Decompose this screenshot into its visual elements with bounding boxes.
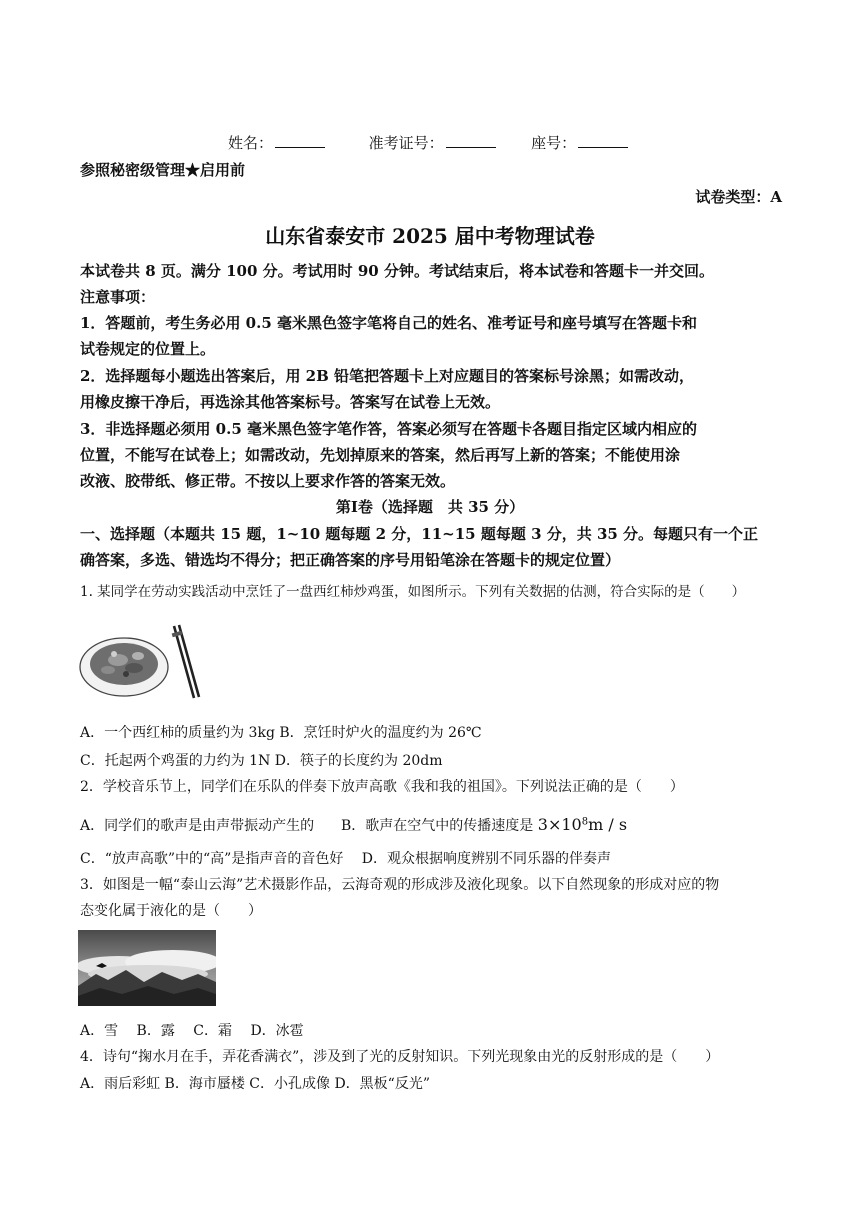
q1-stem: 1. 某同学在劳动实践活动中烹饪了一盘西红柿炒鸡蛋，如图所示。下列有关数据的估测，符合实际的是（ ） [80,584,746,600]
q2-option-b-unit: m / s [588,815,628,834]
q2-option-a: A．同学们的歌声是由声带振动产生的 [80,818,315,834]
q4-options: A．雨后彩虹 B．海市蜃楼 C．小孔成像 D．黑板“反光” [80,1076,430,1092]
exam-id-label: 准考证号： [368,134,444,152]
q3-options: A．雪 B．露 C．霜 D．冰雹 [80,1023,304,1039]
taishan-cloud-sea-photo [78,930,216,1006]
name-label: 姓名： [228,134,274,152]
exam-id-blank [446,133,496,148]
q2-options-line2: C．“放声高歌”中的“高”是指声音的音色好 D．观众根据响度辨别不同乐器的伴奏声 [80,851,612,867]
part-one-line2: 确答案，多选、错选均不得分；把正确答案的序号用铅笔涂在答题卡的规定位置） [80,551,621,569]
candidate-info-row [228,132,628,153]
seat-label: 座号： [531,134,577,152]
q2-option-b-exponent: 8 [581,816,589,828]
q2-option-b-formula: 3×10 [537,815,582,834]
seat-blank [578,133,628,148]
page-title: 山东省泰安市 2025 届中考物理试卷 [265,224,595,248]
secret-note: 参照秘密级管理★启用前 [80,161,246,179]
part-one-line1: 一、选择题（本题共 15 题，1~10 题每题 2 分，11~15 题每题 3 分，共 35 分。每题只有一个正 [80,525,759,543]
intro-text: 本试卷共 8 页。满分 100 分。考试用时 90 分钟。考试结束后，将本试卷和答题卡一并交回。 [80,262,714,280]
q3-stem-line1: 3．如图是一幅“泰山云海”艺术摄影作品，云海奇观的形成涉及液化现象。以下自然现象的形成对应的物 [80,877,720,893]
q2-stem: 2．学校音乐节上，同学们在乐队的伴奏下放声高歌《我和我的祖国》。下列说法正确的是（ ） [80,779,684,795]
notice-3-line2: 位置，不能写在试卷上；如需改动，先划掉原来的答案，然后再写上新的答案；不能使用涂 [80,446,681,464]
notice-2-line2: 用橡皮擦干净后，再选涂其他答案标号。答案写在试卷上无效。 [80,393,501,411]
q4-stem: 4．诗句“掬水月在手，弄花香满衣”，涉及到了光的反射知识。下列光现象由光的反射形成的是（ ） [80,1049,720,1065]
q1-options-line2: C．托起两个鸡蛋的力约为 1N D．筷子的长度约为 20dm [80,753,443,769]
q2-option-b: B．歌声在空气中的传播速度是 [341,818,534,834]
paper-type: 试卷类型：A [695,188,782,206]
q3-stem-line2: 态变化属于液化的是（ ） [80,903,262,919]
notice-1-line1: 1．答题前，考生务必用 0.5 毫米黑色签字笔将自己的姓名、准考证号和座号填写在答题卡和 [80,314,697,332]
notice-3-line1: 3．非选择题必须用 0.5 毫米黑色签字笔作答，答案必须写在答题卡各题目指定区域内相应的 [80,420,697,438]
notice-2-line1: 2．选择题每小题选出答案后，用 2B 铅笔把答题卡上对应题目的答案标号涂黑；如需改动， [80,367,695,385]
q1-options-line1: A．一个西红柿的质量约为 3kg B．烹饪时炉火的温度约为 26℃ [80,725,482,741]
name-blank [275,133,325,148]
q2-options-line1 [80,815,627,835]
notice-1-line2: 试卷规定的位置上。 [80,340,216,358]
section-title: 第Ⅰ卷（选择题 共 35 分） [335,498,525,516]
notice-3-line3: 改液、胶带纸、修正带。不按以上要求作答的答案无效。 [80,472,456,490]
notice-title: 注意事项： [80,288,156,306]
tomato-egg-dish-image [78,620,202,702]
